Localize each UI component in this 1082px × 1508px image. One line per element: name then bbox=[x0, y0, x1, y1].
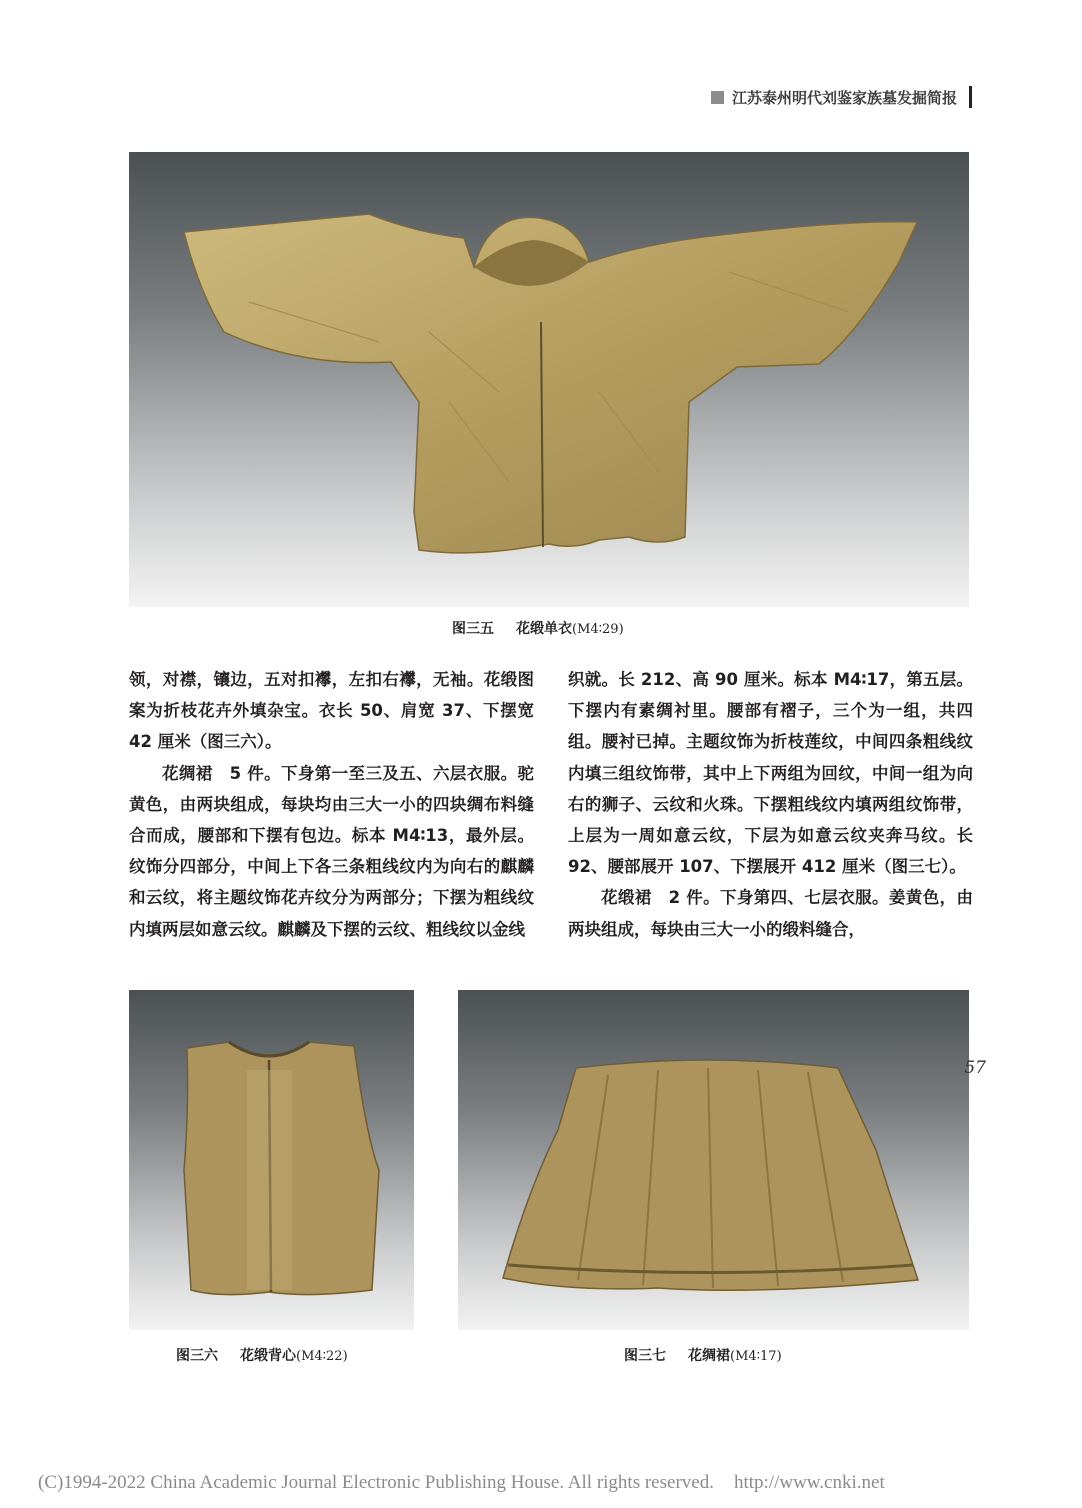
figure-37-title: 花绸裙 bbox=[688, 1348, 730, 1364]
vest-image bbox=[129, 990, 414, 1330]
running-header-title: 江苏泰州明代刘鉴家族墓发掘简报 bbox=[731, 88, 957, 107]
text-column-left bbox=[129, 664, 534, 945]
figure-37-number: 图三七 bbox=[624, 1348, 666, 1364]
footer-url: http://www.cnki.net bbox=[733, 1472, 885, 1493]
figure-37-photo bbox=[458, 990, 969, 1330]
figure-35-number: 图三五 bbox=[452, 621, 494, 637]
page-number: 57 bbox=[964, 1058, 986, 1078]
figure-36-caption bbox=[176, 1345, 348, 1365]
running-header bbox=[711, 86, 972, 108]
text-column-right bbox=[568, 664, 973, 945]
skirt-image bbox=[458, 990, 969, 1330]
square-bullet-icon bbox=[711, 91, 724, 104]
figure-36-number: 图三六 bbox=[176, 1348, 218, 1364]
figure-36-specimen: (M4∶22) bbox=[296, 1349, 348, 1364]
paragraph: 花绸裙 5 件。下身第一至三及五、六层衣服。驼黄色，由两块组成，每块均由三大一小的四块绸布料缝合而成，腰部和下摆有包边。标本 M4∶13，最外层。纹饰分四部分，中间上下各三条粗线纹内为向右的麒麟和云纹，将主题纹饰花卉纹分为两部分；下摆为粗线纹内填两层如意云纹。麒麟及下摆的云纹、粗线纹以金线 bbox=[129, 763, 534, 939]
paragraph: 花缎裙 2 件。下身第四、七层衣服。姜黄色，由两块组成，每块由三大一小的缎料缝合， bbox=[568, 888, 973, 939]
figure-36-title: 花缎背心 bbox=[240, 1348, 296, 1364]
figure-35-specimen: (M4∶29) bbox=[572, 622, 624, 637]
figure-37-specimen: (M4∶17) bbox=[730, 1349, 782, 1364]
figure-36-photo bbox=[129, 990, 414, 1330]
copyright-text: (C)1994-2022 China Academic Journal Electronic Publishing House. All rights reserved. bbox=[38, 1472, 714, 1493]
figure-37-caption bbox=[624, 1345, 782, 1365]
header-bar-icon bbox=[969, 86, 972, 108]
figure-35-caption bbox=[452, 618, 624, 638]
jacket-image bbox=[129, 152, 969, 607]
paragraph: 领，对襟，镶边，五对扣襻，左扣右襻，无袖。花缎图案为折枝花卉外填杂宝。衣长 50、肩宽 37、下摆宽 42 厘米（图三六）。 bbox=[129, 670, 534, 752]
copyright-footer bbox=[38, 1472, 1048, 1494]
figure-35-photo bbox=[129, 152, 969, 607]
figure-35-title: 花缎单衣 bbox=[516, 621, 572, 637]
paragraph: 织就。长 212、高 90 厘米。标本 M4∶17，第五层。下摆内有素绸衬里。腰部有褶子，三个为一组，共四组。腰衬已掉。主题纹饰为折枝莲纹，中间四条粗线纹内填三组纹饰带，其中上下两组为回纹，中间一组为向右的狮子、云纹和火珠。下摆粗线纹内填两组纹饰带，上层为一周如意云纹，下层为如意云纹夹奔马纹。长 92、腰部展开 107、下摆展开 412 厘米（图三七）。 bbox=[568, 670, 973, 877]
